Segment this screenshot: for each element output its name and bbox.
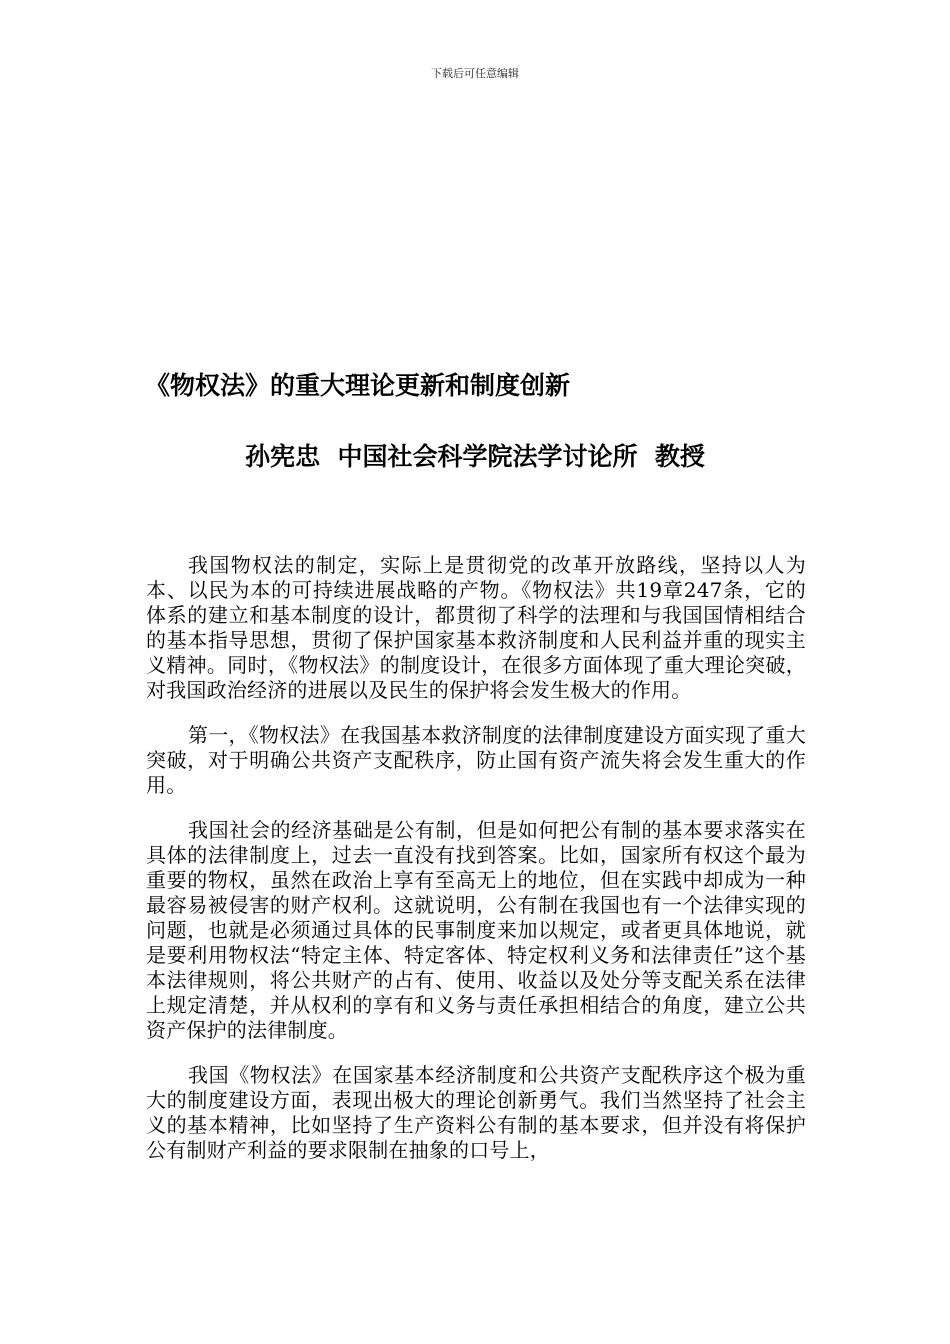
body-paragraph-4: 我国《物权法》在国家基本经济制度和公共资产支配秩序这个极为重大的制度建设方面，表现出极大的理论创新勇气。我们当然坚持了社会主义的基本精神，比如坚持了生产资料公有制的基本要求，但并没有将保护公有制财产利益的要求限制在抽象的口号上， xyxy=(146,1063,806,1162)
author-line: 孙宪忠 中国社会科学院法学讨论所 教授 xyxy=(245,442,705,471)
body-paragraph-2: 第一，《物权法》在我国基本救济制度的法律制度建设方面实现了重大突破，对于明确公共资产支配秩序，防止国有资产流失将会发生重大的作用。 xyxy=(146,723,806,797)
header-note: 下载后可任意编辑 xyxy=(431,67,519,80)
document-title: 《物权法》的重大理论更新和制度创新 xyxy=(145,371,571,400)
document-body xyxy=(146,553,806,1183)
body-paragraph-1: 我国物权法的制定，实际上是贯彻党的改革开放路线，坚持以人为本、以民为本的可持续进展战略的产物。《物权法》共19章247条，它的体系的建立和基本制度的设计，都贯彻了科学的法理和与我国国情相结合的基本指导思想，贯彻了保护国家基本救济制度和人民利益并重的现实主义精神。同时，《物权法》的制度设计，在很多方面体现了重大理论突破，对我国政治经济的进展以及民生的保护将会发生极大的作用。 xyxy=(146,553,806,702)
body-paragraph-3: 我国社会的经济基础是公有制，但是如何把公有制的基本要求落实在具体的法律制度上，过去一直没有找到答案。比如，国家所有权这个最为重要的物权，虽然在政治上享有至高无上的地位，但在实践中却成为一种最容易被侵害的财产权利。这就说明，公有制在我国也有一个法律实现的问题，也就是必须通过具体的民事制度来加以规定，或者更具体地说，就是要利用物权法“特定主体、特定客体、特定权利义务和法律责任”这个基本法律规则，将公共财产的占有、使用、收益以及处分等支配关系在法律上规定清楚，并从权利的享有和义务与责任承担相结合的角度，建立公共资产保护的法律制度。 xyxy=(146,818,806,1042)
